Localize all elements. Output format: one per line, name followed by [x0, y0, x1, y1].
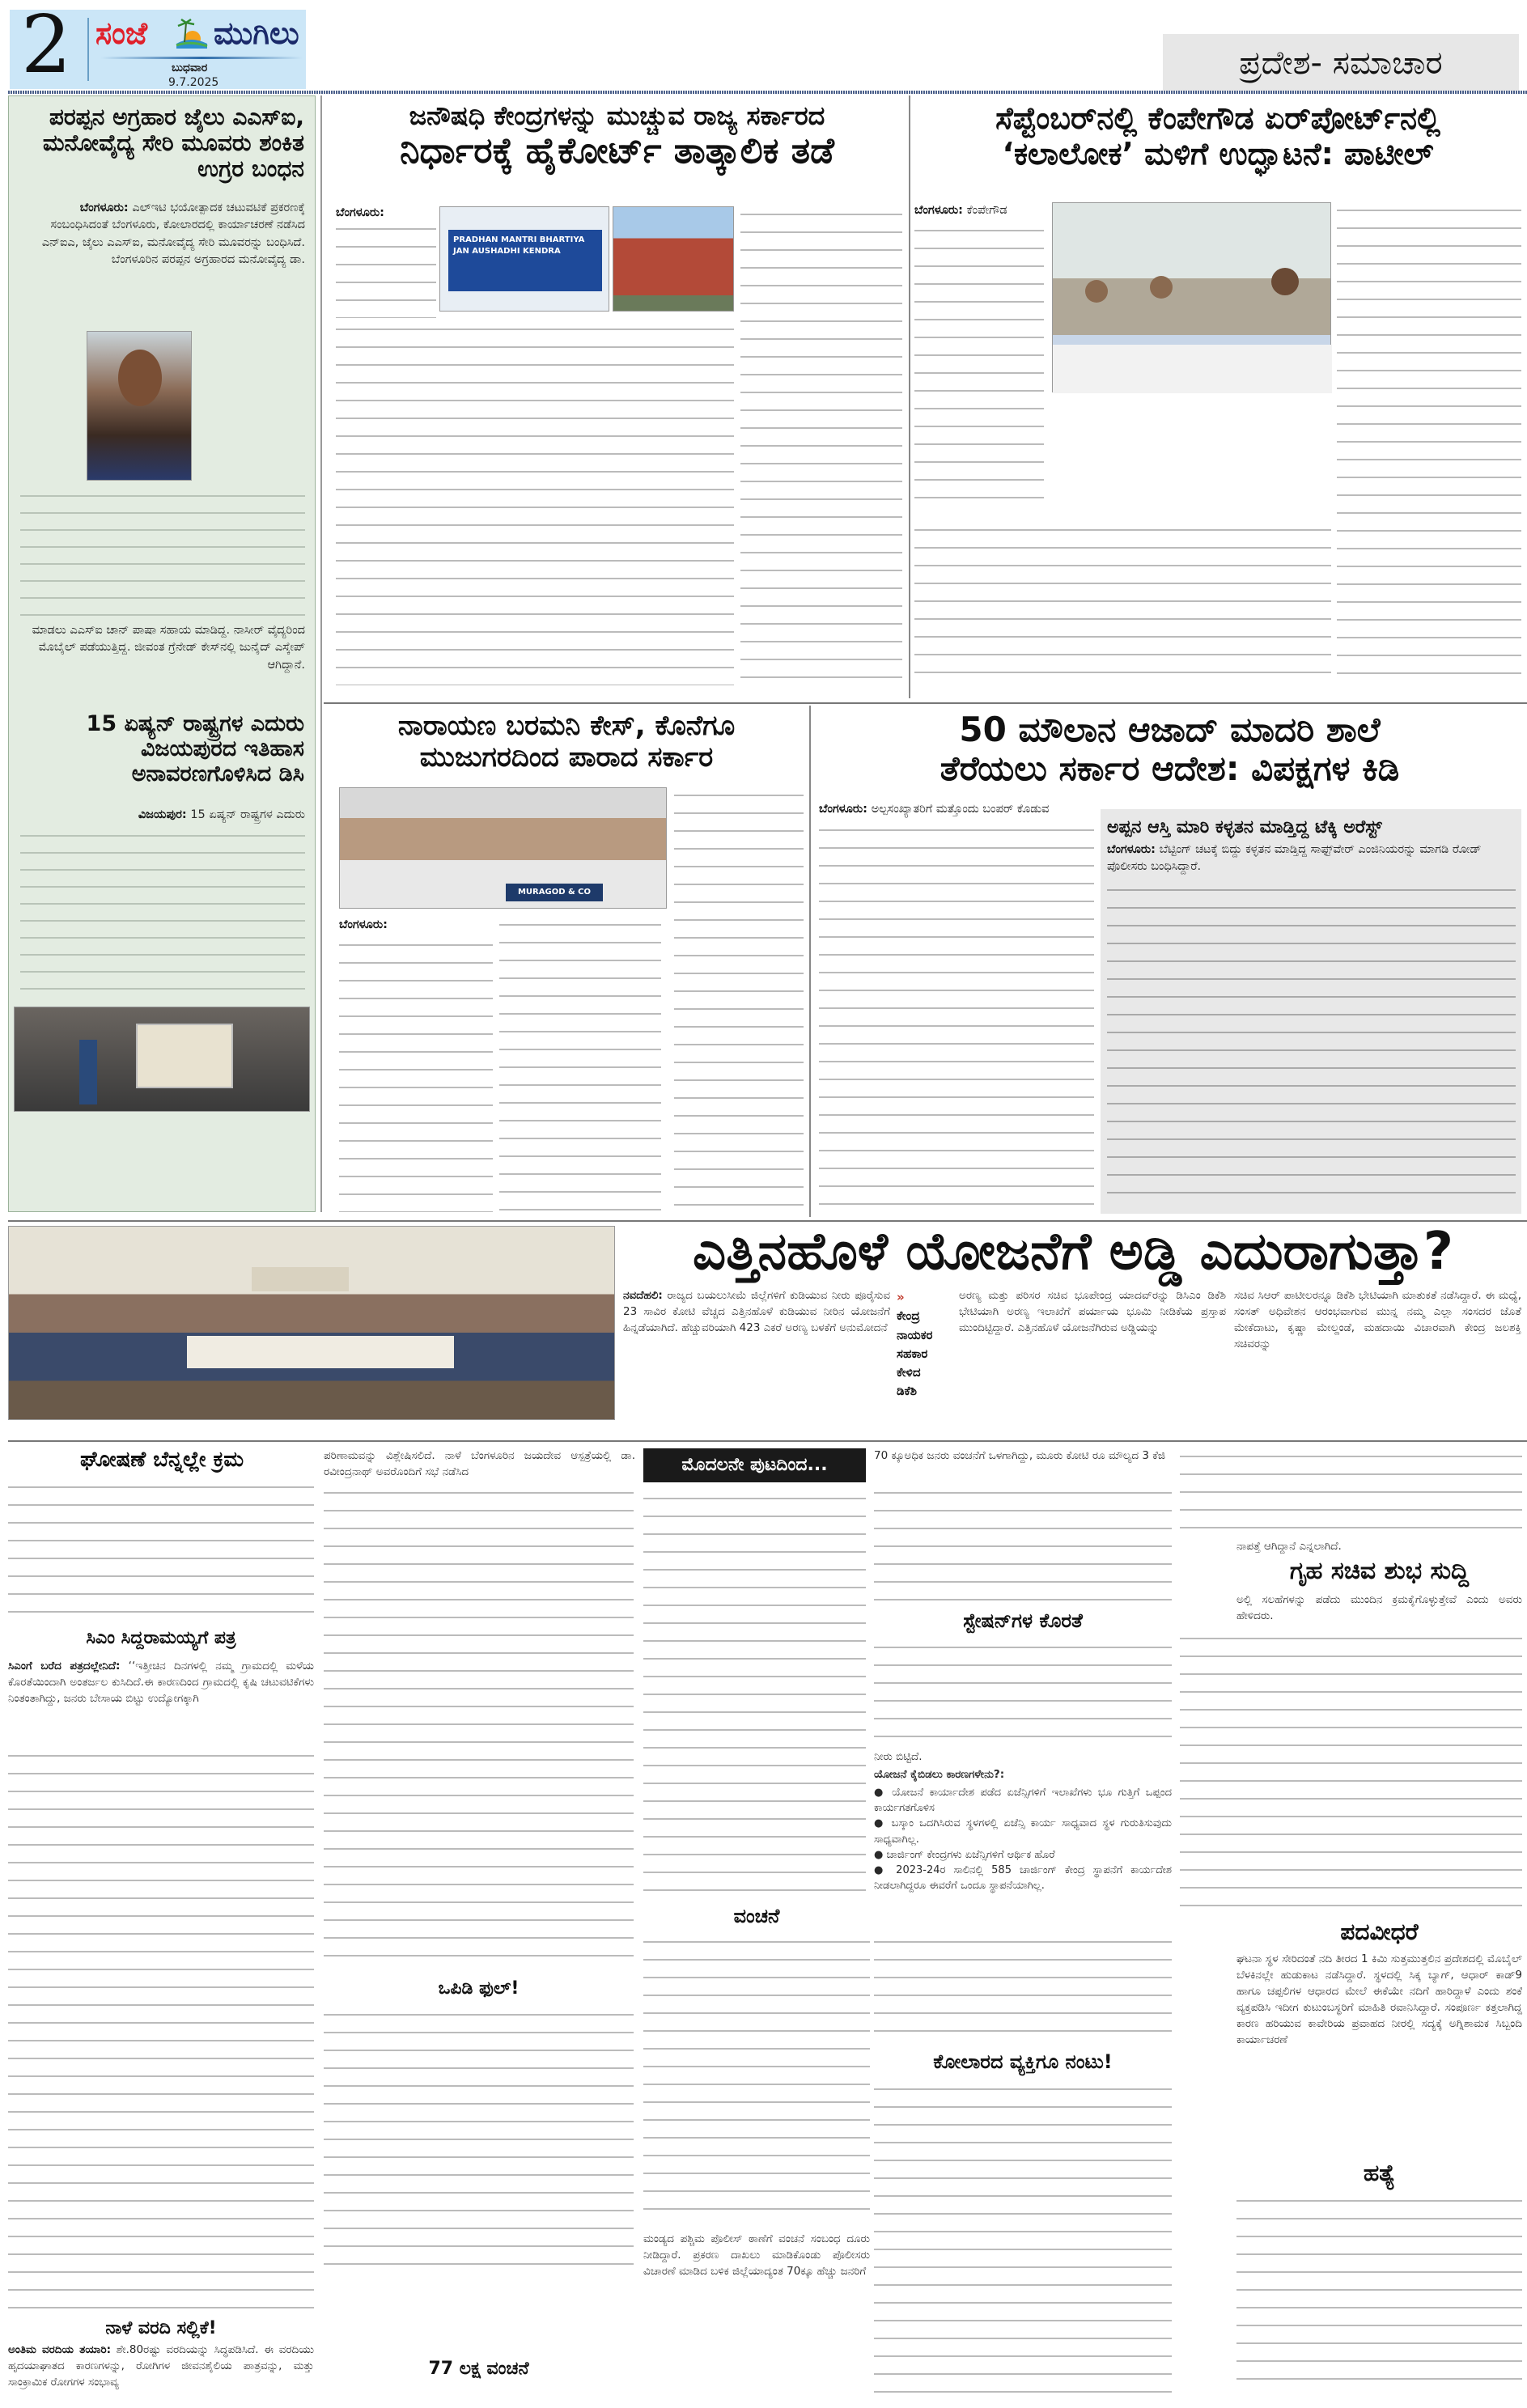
- janaushadhi-article: [328, 101, 906, 700]
- narayana-dateline: ಬೆಂಗಳೂರು:: [339, 918, 388, 931]
- narayana-col3-lines: [674, 787, 804, 1212]
- cm-letter-subhead[interactable]: ಸಿಎಂ ಸಿದ್ದರಾಮಯ್ಯಗೆ ಪತ್ರ: [86, 1628, 236, 1648]
- ettinahole-pullquote: [897, 1288, 953, 1401]
- naale-subhead[interactable]: ನಾಳೆ ವರದಿ ಸಲ್ಲಿಕೆ!: [105, 2318, 217, 2338]
- masthead: [10, 10, 306, 89]
- column-rule: [909, 95, 910, 698]
- vanchane-body-lines: [643, 1934, 870, 2225]
- ettinahole-col1-text: ರಾಜ್ಯದ ಬಯಲುಸೀಮೆ ಜಿಲ್ಲೆಗಳಿಗೆ ಕುಡಿಯುವ ನೀರು ಪೂರೈಸುವ 23 ಸಾವಿರ ಕೋಟಿ ವೆಚ್ಚದ ಎತ್ತಿನಹೊಳೆ ಕುಡಿಯುವ ನೀರಿನ ಯೋಜನೆಗೆ ಹಿನ್ನಡೆಯಾಗಿದೆ. ಹೆಚ್ಚುವರಿಯಾಗಿ 423 ಎಕರೆ ಅರಣ್ಯ ಬಳಕೆಗೆ ಅನುಮೋದನೆ: [623, 1289, 891, 1334]
- jail-dateline: ಬೆಂಗಳೂರು:: [79, 201, 129, 214]
- station-subhead[interactable]: ಸ್ಟೇಷನ್‌ಗಳ ಕೊರತೆ: [963, 1609, 1083, 1632]
- logo-text-right: ಮುಗಿಲು: [214, 15, 299, 51]
- maulana-article: [816, 710, 1524, 1216]
- janaushadhi-dateline: ಬೆಂಗಳೂರು:: [336, 206, 384, 219]
- final-report-label: ಅಂತಿಮ ವರದಿಯ ತಯಾರಿ:: [8, 2343, 112, 2356]
- ettinahole-dateline: ನವದೆಹಲಿ:: [623, 1289, 663, 1302]
- page-number: 2: [21, 10, 72, 89]
- projector-screen: [136, 1024, 233, 1088]
- missing-end-text: ನಾಪತ್ತೆ ಆಗಿದ್ದಾನೆ ಎನ್ನಲಾಗಿದೆ.: [1236, 1540, 1342, 1553]
- maulana-lead-text: ಅಲ್ಪಸಂಖ್ಯಾತರಿಗೆ ಮತ್ತೊಂದು ಬಂಪರ್ ಕೊಡುವ: [871, 803, 1050, 816]
- final-report-body: ಶೇ.80ರಷ್ಟು ವರದಿಯನ್ನು ಸಿದ್ಧಪಡಿಸಿದೆ. ಈ ವರದಿಯು ಹೃದಯಾಘಾತದ ಕಾರಣಗಳನ್ನು, ರೋಗಿಗಳ ಜೀವನಶೈಲಿಯ ಪಾತ್ರವನ್ನು, ಮತ್ತು ಸಾಂಕ್ರಾಮಿಕ ರೋಗಗಳ ಸಂಭಾವ್ಯ: [8, 2343, 314, 2389]
- masthead-day: ಬುಧವಾರ: [172, 61, 208, 74]
- janaushadhi-headline-line2[interactable]: ನಿರ್ಧಾರಕ್ಕೆ ಹೈಕೋರ್ಟ್ ತಾತ್ಕಾಲಿಕ ತಡೆ: [400, 129, 834, 172]
- bullet-icon: ●: [874, 1848, 887, 1861]
- col-c-body-lines: [874, 1485, 1172, 1606]
- masthead-date: 9.7.2025: [168, 76, 219, 89]
- pullquote-marker-icon: »: [897, 1290, 905, 1304]
- jan-aushadhi-signboard: PRADHAN MANTRI BHARTIYA JAN AUSHADHI KENDRA: [448, 230, 602, 291]
- col-a-body-lines: [324, 1485, 634, 1970]
- narayana-headline-line2[interactable]: ಮುಜುಗರದಿಂದ ಪಾರಾದ ಸರ್ಕಾರ: [419, 741, 714, 774]
- techie-lead-text: ಬೆಟ್ಟಿಂಗ್ ಚಟಕ್ಕೆ ಬಿದ್ದು ಕಳ್ಳತನ ಮಾಡ್ತಿದ್ದ ಸಾಫ್ಟ್‌ವೇರ್ ಎಂಜಿನಿಯರನ್ನು ಮಾಗಡಿ ರೋಡ್ ಪೊಲೀಸರು ಬಂಧಿಸಿದ್ದಾರೆ.: [1107, 843, 1482, 874]
- kalaloka-meeting-photo: [1052, 202, 1331, 392]
- pullquote-line: ಕೇಂದ್ರ: [897, 1308, 920, 1324]
- ettinahole-col1: [623, 1288, 890, 1337]
- column-rule: [809, 706, 811, 1217]
- jail-lead: [20, 200, 305, 269]
- jail-body-wrap: [198, 335, 305, 481]
- masthead-rule: [8, 91, 1527, 94]
- person-head: [1085, 280, 1108, 303]
- jail-ending: ಮಾಡಲು ಎಎಸ್‌ಐ ಚಾನ್ ಪಾಷಾ ಸಹಾಯ ಮಾಡಿದ್ದ. ನಾಸೀರ್ ವೈದ್ಯರಿಂದ ಮೊಬೈಲ್ ಪಡೆಯುತ್ತಿದ್ದ. ಜೀವಂತ ಗ್ರೆನೇಡ್ ಕೇಸ್‌ನಲ್ಲಿ ಜುನೈದ್ ಎಸ್ಕೇಪ್ ಆಗಿದ್ದಾನೆ.: [32, 624, 305, 672]
- janaushadhi-col1-lines: [336, 221, 436, 318]
- jail-body-text-lines: [20, 489, 305, 618]
- vijayapura-body-lines: [20, 829, 305, 998]
- techie-lead: [1107, 842, 1516, 876]
- ettinahole-meeting-photo: [8, 1226, 615, 1420]
- kalaloka-lead: [914, 202, 1044, 219]
- ettinahole-article: [623, 1223, 1523, 1426]
- high-court-photo: [613, 206, 734, 312]
- continued-col-c-top: 70 ಕ್ಕೂಅಧಿಕ ಜನರು ವಂಚನೆಗೆ ಒಳಗಾಗಿದ್ದು, ಮೂರು ಕೋಟಿ ರೂ ಮೌಲ್ಯದ 3 ಕೆಜಿ: [874, 1449, 1165, 1462]
- face-shape: [118, 350, 162, 406]
- ghoshane-body-lines: [8, 1479, 314, 1625]
- continued-col-a-top: ಪರಿಣಾಮವನ್ನು ವಿಶ್ಲೇಷಿಸಲಿದೆ. ನಾಳೆ ಬೆಂಗಳೂರಿನ ಜಯದೇವ ಆಸ್ಪತ್ರೆಯಲ್ಲಿ ಡಾ. ರವೀಂದ್ರನಾಥ್ ಅವರೊಂದಿಗೆ ಸಭೆ ನಡೆಸಿದ: [324, 1449, 635, 1478]
- vijayapura-lead: [20, 807, 305, 824]
- jan-aushadhi-photo: [439, 206, 609, 312]
- maulana-dateline: ಬೆಂಗಳೂರು:: [819, 803, 867, 816]
- final-report-text: [8, 2342, 314, 2391]
- reasons-list: [874, 1785, 1172, 1894]
- col-b-body-lines: [643, 1490, 866, 1899]
- narayana-headline-line1[interactable]: ನಾರಾಯಣ ಬರಮನಿ ಕೇಸ್, ಕೊನೆಗೂ: [397, 710, 736, 742]
- vanchane-text: ಮಂಡ್ಯದ ಪಶ್ಚಿಮ ಪೊಲೀಸ್ ಠಾಣೆಗೆ ವಂಚನೆ ಸಂಬಂಧ ದೂರು ನೀಡಿದ್ದಾರೆ. ಪ್ರಕರಣ ದಾಖಲು ಮಾಡಿಕೊಂಡು ಪೊಲೀಸರು ವಿಚಾರಣೆ ಮಾಡಿದ ಬಳಿಕ ಜಿಲ್ಲೆಯಾದ್ಯಂತ 70ಕ್ಕೂ ಹೆಚ್ಚು ಜನರಿಗೆ: [643, 2232, 870, 2278]
- vijayapura-photo: [14, 1007, 310, 1112]
- ettinahole-headline[interactable]: ಎತ್ತಿನಹೊಳೆ ಯೋಜನೆಗೆ ಅಡ್ಡಿ ಎದುರಾಗುತ್ತಾ?: [693, 1223, 1453, 1282]
- water-end: ನೀರು ಬಿಟ್ಟಿದೆ.: [874, 1750, 923, 1763]
- kalaloka-col1-lines: [914, 223, 1044, 514]
- logo-text-left: ಸಂಜೆ: [95, 15, 148, 51]
- suspect-photo: [87, 331, 192, 481]
- vijayapura-lead-text: 15 ಏಷ್ಯನ್ ರಾಷ್ಟ್ರಗಳ ಎದುರು: [190, 808, 305, 821]
- jail-headline[interactable]: ಪರಪ್ಪನ ಅಗ್ರಹಾರ ಜೈಲು ಎಎಸ್‌ಐ, ಮನೋವೈದ್ಯ ಸೇರಿ ಮೂವರು ಶಂಕಿತ ಉಗ್ರರ ಬಂಧನ: [42, 104, 304, 183]
- ettinahole-col2: ಅರಣ್ಯ ಮತ್ತು ಪರಿಸರ ಸಚಿವ ಭೂಪೇಂದ್ರ ಯಾದವ್‌ರನ್ನು ಡಿಸಿಎಂ ಡಿಕೆಶಿ ಭೇಟಿಯಾಗಿ ಅರಣ್ಯ ಇಲಾಖೆಗೆ ಪರ್ಯಾಯ ಭೂಮಿ ನೀಡಿಕೆಯ ಪ್ರಸ್ತಾಪ ಮುಂದಿಟ್ಟಿದ್ದಾರೆ. ಎತ್ತಿನಹೊಳೆ ಯೋಜನೆಗಿರುವ ಅಡ್ಡಿಯನ್ನು: [959, 1289, 1226, 1334]
- ghoshane-article: [8, 1448, 316, 2403]
- reason-item: ● ಚಾರ್ಜಿಂಗ್ ಕೇಂದ್ರಗಳು ಏಜೆನ್ಸಿಗಳಿಗೆ ಆರ್ಥಿಕ ಹೊರೆ: [874, 1848, 1055, 1861]
- jail-lead-text: ಎಲ್‌ಇಟಿ ಭಯೋತ್ಪಾದಕ ಚಟುವಟಿಕೆ ಪ್ರಕರಣಕ್ಕೆ ಸಂಬಂಧಿಸಿದಂತೆ ಬೆಂಗಳೂರು, ಕೋಲಾರದಲ್ಲಿ ಕಾರ್ಯಾಚರಣೆ ನಡೆಸಿದ ಎನ್‌ಐಎ, ಜೈಲು ಎಎಸ್‌ಐ, ಮನೋವೈದ್ಯ ಸೇರಿ ಮೂವರನ್ನು ಬಂಧಿಸಿದೆ. ಬೆಂಗಳೂರಿನ ಪರಪ್ಪನ ಅಗ್ರಹಾರದ ಮನೋವೈದ್ಯ ಡಾ.: [41, 201, 305, 267]
- maulana-headline-line1[interactable]: 50 ಮೌಲಾನ ಆಜಾದ್ ಮಾದರಿ ಶಾಲೆ: [959, 710, 1381, 749]
- reasons-label: ಯೋಜನೆ ಕೈಬಿಡಲು ಕಾರಣಗಳೇನು?:: [874, 1768, 1005, 1781]
- cm-letter-label: ಸಿಎಂಗೆ ಬರೆದ ಪತ್ರದಲ್ಲೇನಿದೆ:: [8, 1660, 121, 1672]
- speaker-figure: [79, 1040, 97, 1104]
- station-more-lines: [874, 1934, 1172, 2047]
- newspaper-logo[interactable]: [95, 13, 303, 53]
- reason-item: ● ಯೋಜನೆ ಕಾರ್ಯಾದೇಶ ಪಡೆದ ಏಜೆನ್ಸಿಗಳಿಗೆ ಇಲಾಖೆಗಳು ಭೂ ಗುತ್ತಿಗೆ ಒಪ್ಪಂದ ಕಾರ್ಯಗತಗೊಳಿಸ: [874, 1787, 1172, 1815]
- station-body-lines: [874, 1639, 1172, 1745]
- vanchane-subhead[interactable]: ವಂಚನೆ: [733, 1905, 780, 1927]
- techie-box: [1101, 809, 1521, 1214]
- pullquote-line: ಕೇಳಿದ: [897, 1365, 921, 1380]
- kalaloka-article: [914, 101, 1521, 700]
- kalaloka-headline-line1[interactable]: ಸೆಪ್ಟೆಂಬರ್‌ನಲ್ಲಿ ಕೆಂಪೇಗೌಡ ಏರ್‌ಪೋರ್ಟ್‌ನಲ್ಲಿ: [995, 101, 1440, 136]
- narayana-photo: [339, 787, 667, 909]
- bullet-icon: ●: [874, 1817, 892, 1830]
- maulana-lead: [819, 801, 1094, 818]
- section-rule: [8, 1440, 1527, 1442]
- kalaloka-body-lines: [914, 522, 1331, 688]
- home-minister-text: ಅಲ್ಲಿ ಸಲಹೆಗಳನ್ನು ಪಡೆದು ಮುಂದಿನ ಕ್ರಮಕೈಗೊಳ್ಳುತ್ತೇವೆ ಎಂದು ಅವರು ಹೇಳಿದರು.: [1236, 1593, 1522, 1622]
- janaushadhi-col3-lines: [740, 206, 902, 685]
- person-head: [1150, 276, 1173, 299]
- janaushadhi-headline-line1[interactable]: ಜನೌಷಧಿ ಕೇಂದ್ರಗಳನ್ನು ಮುಚ್ಚುವ ರಾಜ್ಯ ಸರ್ಕಾರದ: [409, 101, 825, 131]
- ghoshane-headline[interactable]: ಘೋಷಣೆ ಬೆನ್ನಲ್ಲೇ ಕ್ರಮ: [79, 1448, 244, 1472]
- continued-banner: ಮೊದಲನೇ ಪುಟದಿಂದ...: [643, 1448, 866, 1482]
- kolar-subhead[interactable]: ಕೋಲಾರದ ವ್ಯಕ್ತಿಗೂ ನಂಟು!: [933, 2050, 1113, 2073]
- home-minister-subhead[interactable]: ಗೃಹ ಸಚಿವ ಶುಭ ಸುದ್ದಿ: [1289, 1557, 1470, 1585]
- vanchane-77-subhead[interactable]: 77 ಲಕ್ಷ ವಂಚನೆ: [428, 2359, 529, 2379]
- opd-body-lines: [324, 2007, 634, 2274]
- kolar-body-lines: [874, 2081, 1172, 2397]
- meeting-table: [187, 1336, 454, 1368]
- reason-item: ● ಬಸ್ಕಾಂ ಒದಗಿಸಿರುವ ಸ್ಥಳಗಳಲ್ಲಿ ಏಜೆನ್ಸಿ ಕಾರ್ಯ ಸಾಧ್ಯವಾದ ಸ್ಥಳ ಗುರುತಿಸುವುದು ಸಾಧ್ಯವಾಗಿಲ್ಲ.: [874, 1817, 1172, 1846]
- kalaloka-lead-text: ಕೆಂಪೇಗೌಡ: [966, 204, 1007, 217]
- palm-sun-icon: [173, 18, 209, 49]
- section-rule: [8, 1220, 1527, 1222]
- reason-item: ● 2023-24ರ ಸಾಲಿನಲ್ಲಿ 585 ಚಾರ್ಜಿಂಗ್ ಕೇಂದ್ರ ಸ್ಥಾಪನೆಗೆ ಕಾರ್ಯದೇಶ ನೀಡಲಾಗಿದ್ದರೂ ಈವರೆಗೆ ಒಂದೂ ಸ್ಥಾಪನೆಯಾಗಿಲ್ಲ.: [874, 1864, 1172, 1893]
- murder-subhead[interactable]: ಹತ್ಯೆ: [1363, 2160, 1396, 2186]
- table-shape: [1053, 345, 1332, 393]
- letter-body-lines: [8, 1748, 314, 2314]
- pullquote-line: ಸಹಕಾರ: [897, 1346, 928, 1361]
- narayana-dateline-wrap: [339, 917, 493, 934]
- kalaloka-col3-lines: [1337, 202, 1521, 688]
- graduate-subhead[interactable]: ಪದವೀಧರೆ: [1340, 1918, 1419, 1945]
- right-column: [1180, 1448, 1524, 2403]
- kalaloka-dateline: ಬೆಂಗಳೂರು:: [914, 204, 963, 217]
- cm-letter-body: ‘‘ಇತ್ತೀಚಿನ ದಿನಗಳಲ್ಲಿ ನಮ್ಮ ಗ್ರಾಮದಲ್ಲಿ ಮಳೆಯ ಕೊರತೆಯಿಂದಾಗಿ ಅಂತರ್ಜಲ ಕುಸಿದಿದೆ.ಈ ಕಾರಣದಿಂದ ಗ್ರಾಮದಲ್ಲಿ ಕೃಷಿ ಚಟುವಟಿಕೆಗಳು ನಿಂತಂತಾಗಿದ್ದು, ಜನರು ಬೇಸಾಯ ಬಿಟ್ಟು ಉದ್ಯೋಗಕ್ಕಾಗಿ: [8, 1660, 314, 1705]
- column-rule: [320, 95, 322, 1212]
- logo-underline: [100, 57, 303, 59]
- narayana-col2-lines: [499, 917, 661, 1212]
- kalaloka-headline-line2[interactable]: ‘ಕಲಾಲೋಕ’ ಮಳಿಗೆ ಉದ್ಘಾಟನೆ: ಪಾಟೀಲ್: [1002, 135, 1434, 172]
- janaushadhi-dateline-wrap: [336, 205, 433, 222]
- narayana-col1-lines: [339, 937, 493, 1212]
- techie-body-lines: [1107, 882, 1516, 1206]
- bullet-icon: ●: [874, 1787, 893, 1799]
- murder-body-lines: [1236, 2193, 1522, 2395]
- vijayapura-headline[interactable]: 15 ಏಷ್ಯನ್ ರಾಷ್ಟ್ರಗಳ ಎದುರು ವಿಜಯಪುರದ ಇತಿಹಾಸ ಅನಾವರಣಗೊಳಿಸಿದ ಡಿಸಿ: [86, 711, 304, 787]
- opd-subhead[interactable]: ಒಪಿಡಿ ಫುಲ್!: [438, 1978, 520, 1999]
- maulana-headline-line2[interactable]: ತೆರೆಯಲು ಸರ್ಕಾರ ಆದೇಶ: ವಿಪಕ್ಷಗಳ ಕಿಡಿ: [940, 748, 1400, 789]
- portrait-frame: [252, 1267, 349, 1291]
- narayana-article: [328, 710, 805, 1216]
- graduate-text: ಘಟನಾ ಸ್ಥಳ ಸೇರಿದಂತೆ ನದಿ ತೀರದ 1 ಕಿಮಿ ಸುತ್ತಮುತ್ತಲಿನ ಪ್ರದೇಶದಲ್ಲಿ ಮೊಬೈಲ್ ಬೆಳಕಿನಲ್ಲೇ ಹುಡುಕಾಟ ನಡೆಸಿದ್ದಾರೆ. ಸ್ಥಳದಲ್ಲಿ ಸಿಕ್ಕ ಬ್ಯಾಗ್, ಆಧಾರ್ ಕಾಡ್9 ಹಾಗೂ ಚಪ್ಪಲಿಗಳ ಆಧಾರದ ಮೇಲೆ ಈಕೆಯೇ ನದಿಗೆ ಹಾರಿದ್ದಾಳೆ ಎಂದು ಶಂಕೆ ವ್ಯಕ್ತಪಡಿಸಿ ಇದೀಗ ಕುಟುಂಬಸ್ಥರಿಗೆ ಮಾಹಿತಿ ರವಾನಿಸಿದ್ದಾರೆ. ಸಂಪೂರ್ಣ ಕತ್ತಲಾಗಿದ್ದ ಕಾರಣ ಹರಿಯುವ ಕಾವೇರಿಯ ಪ್ರವಾಹದ ನೀರಲ್ಲಿ ಸದ್ಯಕ್ಕೆ ಅಗ್ನಿಶಾಮಕ ಸಿಬ್ಬಂದಿ ಕಾರ್ಯಾಚರಣೆ: [1236, 1952, 1522, 2046]
- vijayapura-dateline: ವಿಜಯಪುರ:: [138, 808, 187, 821]
- left-sidebar-box: [8, 95, 316, 1212]
- techie-headline[interactable]: ಅಪ್ಪನ ಆಸ್ತಿ ಮಾರಿ ಕಳ್ಳತನ ಮಾಡ್ತಿದ್ದ ಟೆಕ್ಕಿ ಅರೆಸ್ಟ್: [1107, 817, 1382, 837]
- right-mid-lines: [1180, 1630, 1522, 1914]
- pullquote-line: ನಾಯಕರ: [897, 1327, 933, 1342]
- techie-dateline: ಬೆಂಗಳೂರು:: [1107, 843, 1156, 856]
- right-top-lines: [1180, 1448, 1522, 1541]
- janaushadhi-body-lines: [336, 321, 734, 685]
- section-title: ಪ್ರದೇಶ- ಸಮಾಚಾರ: [1163, 34, 1519, 92]
- bullet-icon: ●: [874, 1864, 897, 1877]
- ettinahole-col3: ಸಚಿವ ಸಿಆರ್ ಪಾಟೀಲರನ್ನೂ ಡಿಕೆಶಿ ಭೇಟಿಯಾಗಿ ಮಾತುಕತೆ ನಡೆಸಿದ್ದಾರೆ. ಈ ಮಧ್ಯೆ, ಸಂಸತ್ ಅಧಿವೇಶನ ಆರಂಭವಾಗುವ ಮುನ್ನ ನಮ್ಮ ಎಲ್ಲಾ ಸಂಸದರ ಜೊತೆ ಮೇಕೆದಾಟು, ಕೃಷ್ಣಾ ಮೇಲ್ದಂಡೆ, ಮಹದಾಯಿ ವಿಚಾರವಾಗಿ ಕೇಂದ್ರ ಜಲಶಕ್ತಿ ಸಚಿವರನ್ನು: [1234, 1289, 1521, 1350]
- masthead-divider: [87, 18, 89, 81]
- station-article: [874, 1448, 1173, 2403]
- continued-col-a: [324, 1448, 635, 2403]
- photo-sign: MURAGOD & CO: [506, 884, 603, 901]
- section-rule: [324, 702, 1527, 704]
- pullquote-line: ಡಿಕೆಶಿ: [897, 1384, 918, 1399]
- cm-letter-text: [8, 1659, 314, 1707]
- maulana-body-lines: [819, 822, 1094, 1210]
- person-head: [1271, 268, 1299, 295]
